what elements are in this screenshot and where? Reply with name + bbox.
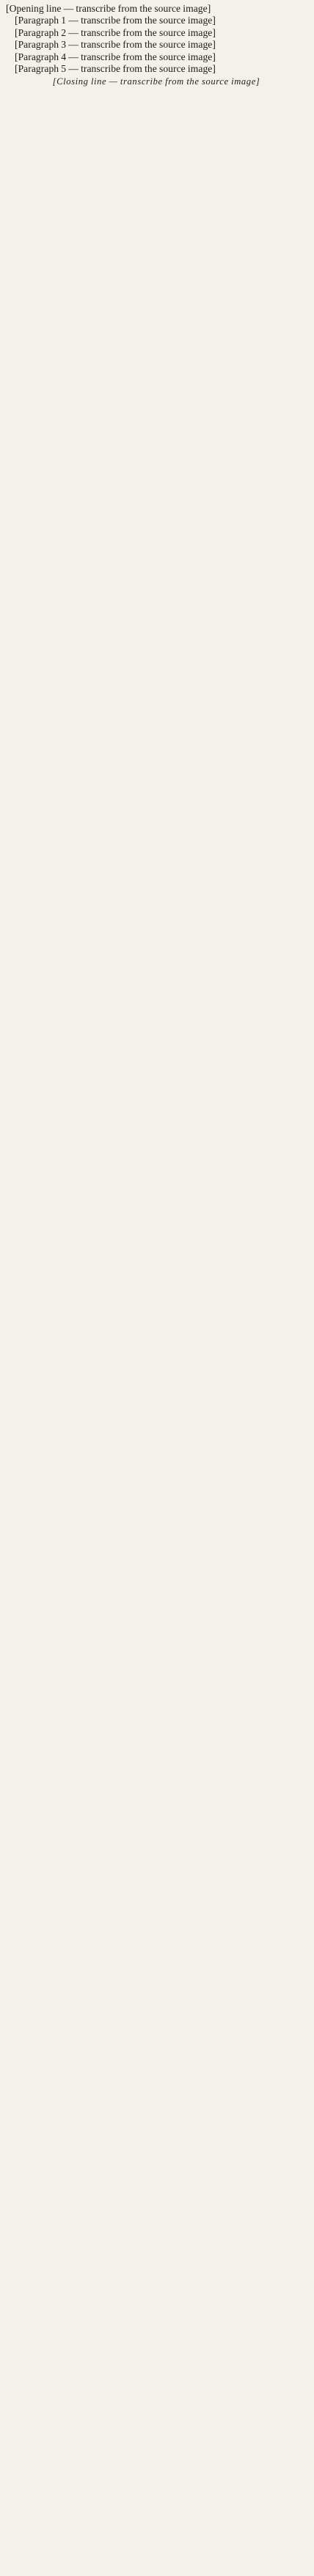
article-paragraph: [Paragraph 3 — transcribe from the source image] <box>15 39 216 51</box>
article-paragraph: [Paragraph 2 — transcribe from the source image] <box>15 26 216 38</box>
article-paragraph: [Paragraph 4 — transcribe from the source image] <box>15 51 216 62</box>
article-paragraph: [Paragraph 5 — transcribe from the source image] <box>15 63 216 75</box>
article-column <box>6 3 307 87</box>
article-paragraph: [Paragraph 1 — transcribe from the source image] <box>15 15 216 26</box>
continuation-note: [Closing line — transcribe from the source image] <box>52 76 260 87</box>
lead-in-line: [Opening line — transcribe from the source image] <box>6 3 211 14</box>
